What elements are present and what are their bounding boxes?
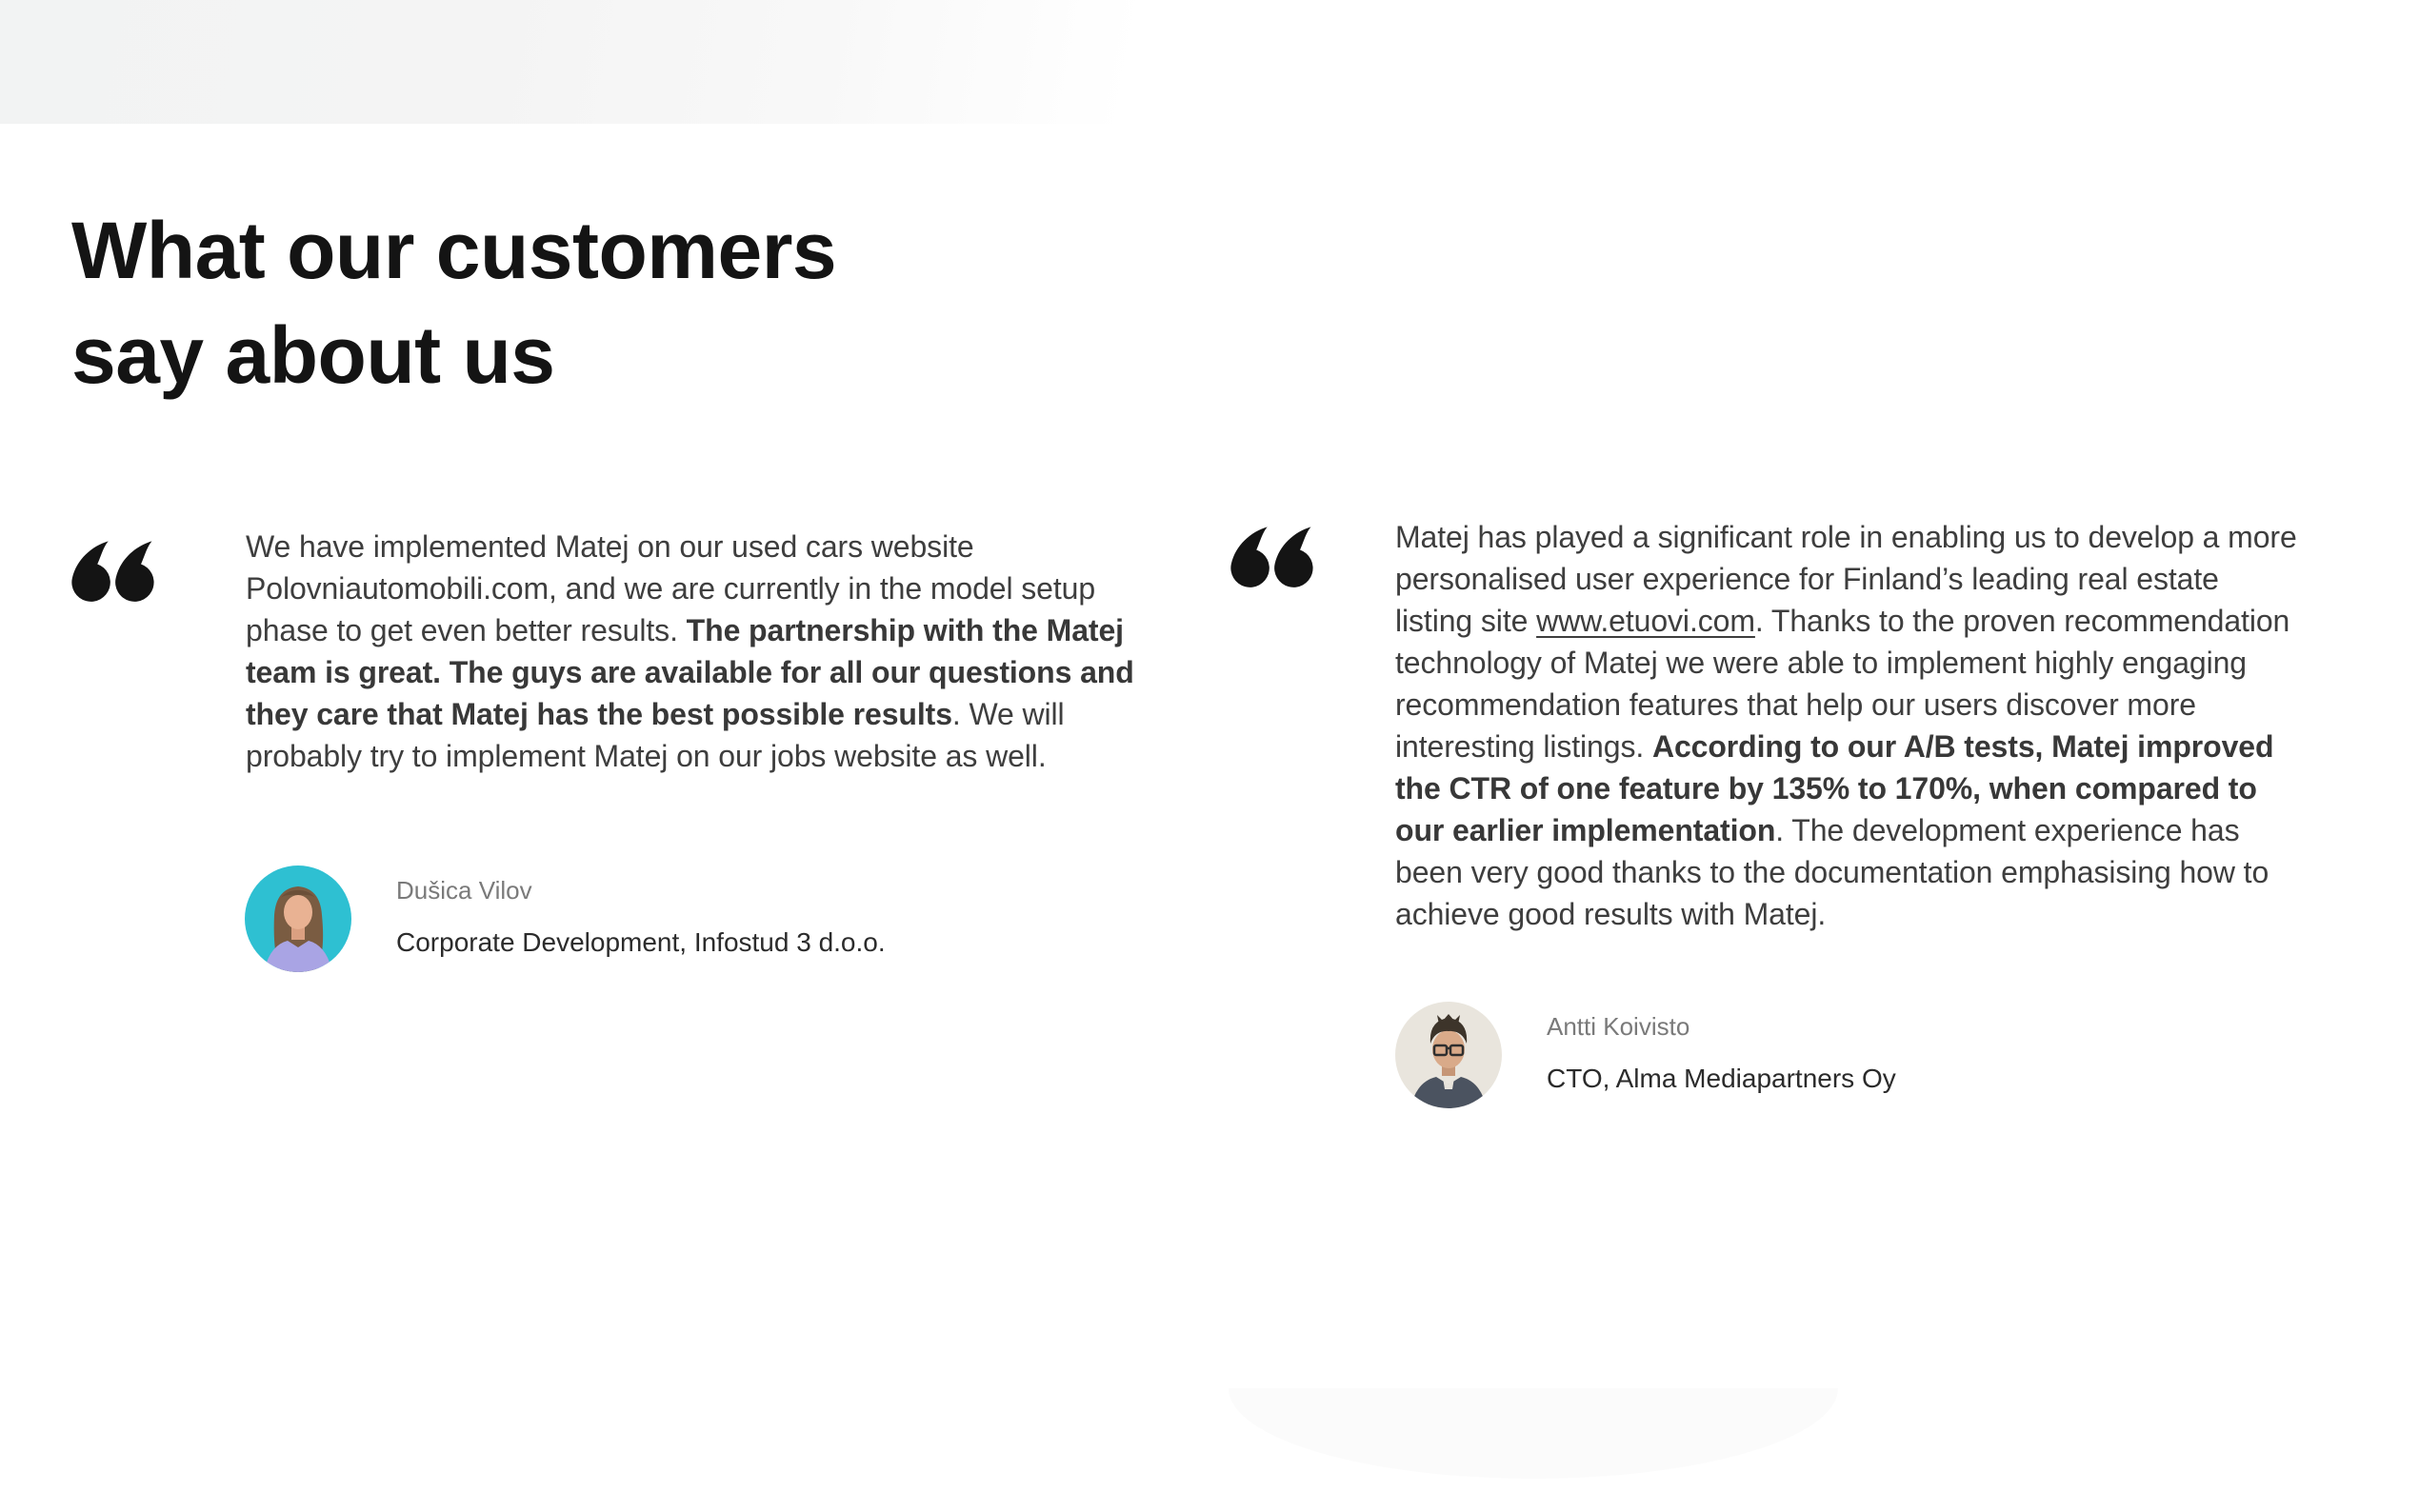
testimonial-quote-2 bbox=[1395, 516, 2300, 935]
quote-segment: Matej has played a significant role in enabling us to develop a more personalised user experience for Finland’s leading real estate listing site bbox=[1395, 520, 2297, 638]
quote-icon bbox=[1230, 527, 1314, 587]
decorative-blob bbox=[1229, 1388, 1838, 1479]
author-title: Corporate Development, Infostud 3 d.o.o. bbox=[396, 927, 886, 957]
author-meta bbox=[396, 865, 886, 972]
quote-bold-segment: According to our A/B tests, Matej improved the CTR of one feature by 135% to 170%, when compared to our earlier implementation bbox=[1395, 729, 2274, 847]
quote-icon bbox=[71, 541, 155, 602]
author-name: Antti Koivisto bbox=[1547, 1012, 1690, 1041]
author-name: Dušica Vilov bbox=[396, 876, 532, 905]
author-block-1 bbox=[245, 865, 886, 972]
top-gradient-band bbox=[0, 0, 2419, 124]
quote-segment: . We will probably try to implement Matej on our jobs website as well. bbox=[246, 697, 1065, 773]
testimonial-quote-1 bbox=[246, 526, 1174, 777]
author-block-2 bbox=[1395, 1002, 1896, 1108]
quote-bold-segment: The partnership with the Matej team is great. The guys are available for all our questions and they care that Matej has the best possible results bbox=[246, 613, 1134, 731]
section-heading: What our customers say about us bbox=[71, 206, 837, 400]
link-etuovi[interactable]: www.etuovi.com bbox=[1536, 604, 1755, 638]
author-meta bbox=[1547, 1002, 1896, 1108]
quote-segment: . Thanks to the proven recommendation technology of Matej we were able to implement highly engaging recommendation features that help our users discover more interesting listings. bbox=[1395, 604, 2290, 764]
quote-segment: We have implemented Matej on our used cars website Polovniautomobili.com, and we are currently in the model setup phase to get even better results. bbox=[246, 529, 1096, 647]
avatar-dusica-vilov bbox=[245, 865, 351, 972]
quote-segment: . The development experience has been very good thanks to the documentation emphasising how to achieve good results with Matej. bbox=[1395, 813, 2269, 931]
author-title: CTO, Alma Mediapartners Oy bbox=[1547, 1064, 1896, 1093]
avatar-antti-koivisto bbox=[1395, 1002, 1502, 1108]
